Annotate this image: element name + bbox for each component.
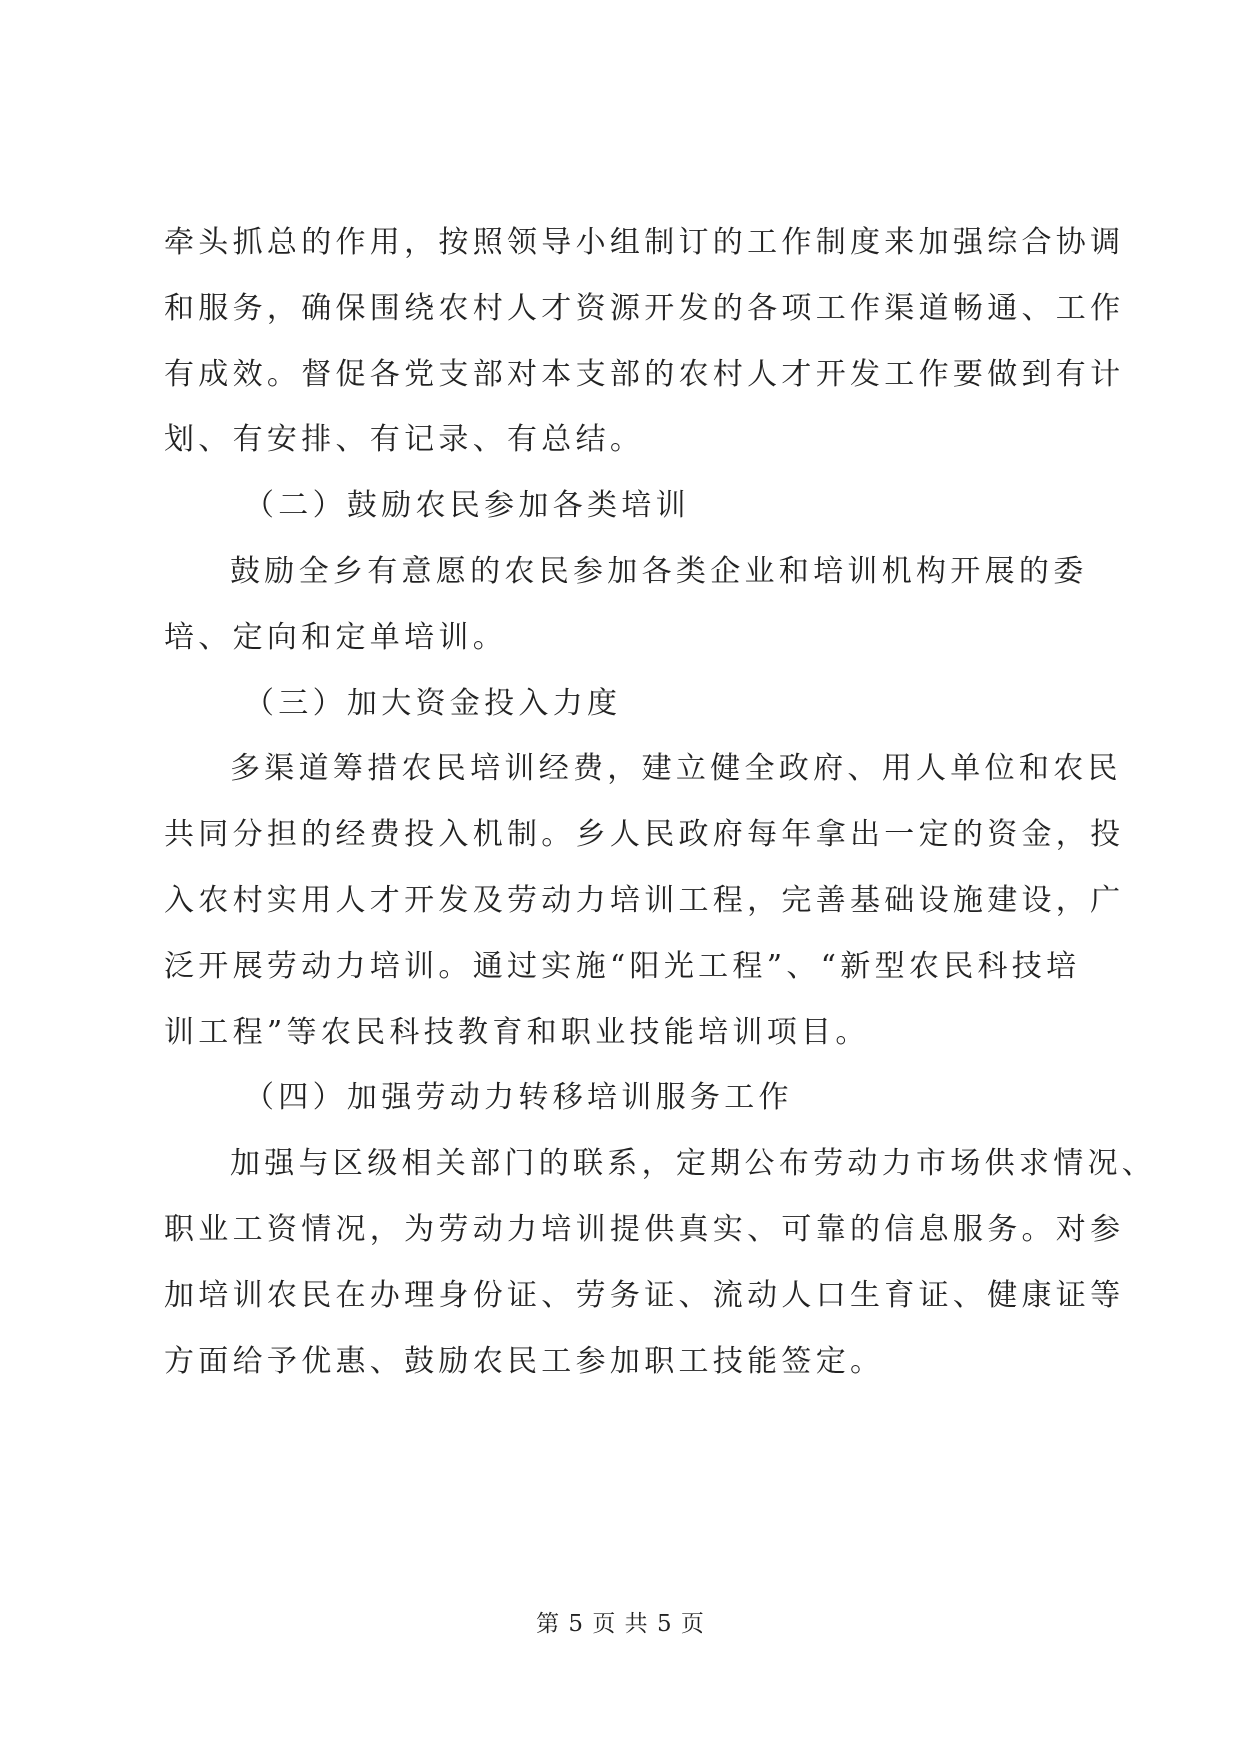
text-line: 训工程”等农民科技教育和职业技能培训项目。 [164, 1014, 870, 1050]
text-line: 牵头抓总的作用，按照领导小组制订的工作制度来加强综合协调 [164, 225, 1125, 260]
text-line: 有成效。督促各党支部对本支部的农村人才开发工作要做到有计 [164, 356, 1125, 392]
paragraph-first-line: 多渠道筹措农民培训经费，建立健全政府、用人单位和农民 [230, 751, 1122, 787]
section-heading: （二）鼓励农民参加各类培训 [244, 488, 690, 524]
text-line: 划、有安排、有记录、有总结。 [164, 422, 645, 458]
paragraph-first-line: 鼓励全乡有意愿的农民参加各类企业和培训机构开展的委 [230, 553, 1088, 589]
text-line: 和服务，确保围绕农村人才资源开发的各项工作渠道畅通、工作 [164, 290, 1125, 326]
section-heading: （四）加强劳动力转移培训服务工作 [244, 1080, 793, 1116]
text-line: 泛开展劳动力培训。通过实施“阳光工程”、“新型农民科技培 [164, 948, 1081, 984]
text-line: 共同分担的经费投入机制。乡人民政府每年拿出一定的资金，投 [164, 817, 1125, 853]
text-line: 方面给予优惠、鼓励农民工参加职工技能签定。 [164, 1343, 885, 1379]
text-line: 加培训农民在办理身份证、劳务证、流动人口生育证、健康证等 [164, 1277, 1125, 1313]
text-line: 职业工资情况，为劳动力培训提供真实、可靠的信息服务。对参 [164, 1211, 1125, 1247]
section-heading: （三）加大资金投入力度 [244, 685, 622, 721]
page-number-footer: 第 5 页 共 5 页 [536, 1611, 705, 1637]
text-line: 入农村实用人才开发及劳动力培训工程，完善基础设施建设，广 [164, 882, 1125, 918]
document-body [164, 225, 1157, 1412]
paragraph-first-line: 加强与区级相关部门的联系，定期公布劳动力市场供求情况、 [230, 1146, 1157, 1182]
text-line: 培、定向和定单培训。 [164, 619, 507, 655]
